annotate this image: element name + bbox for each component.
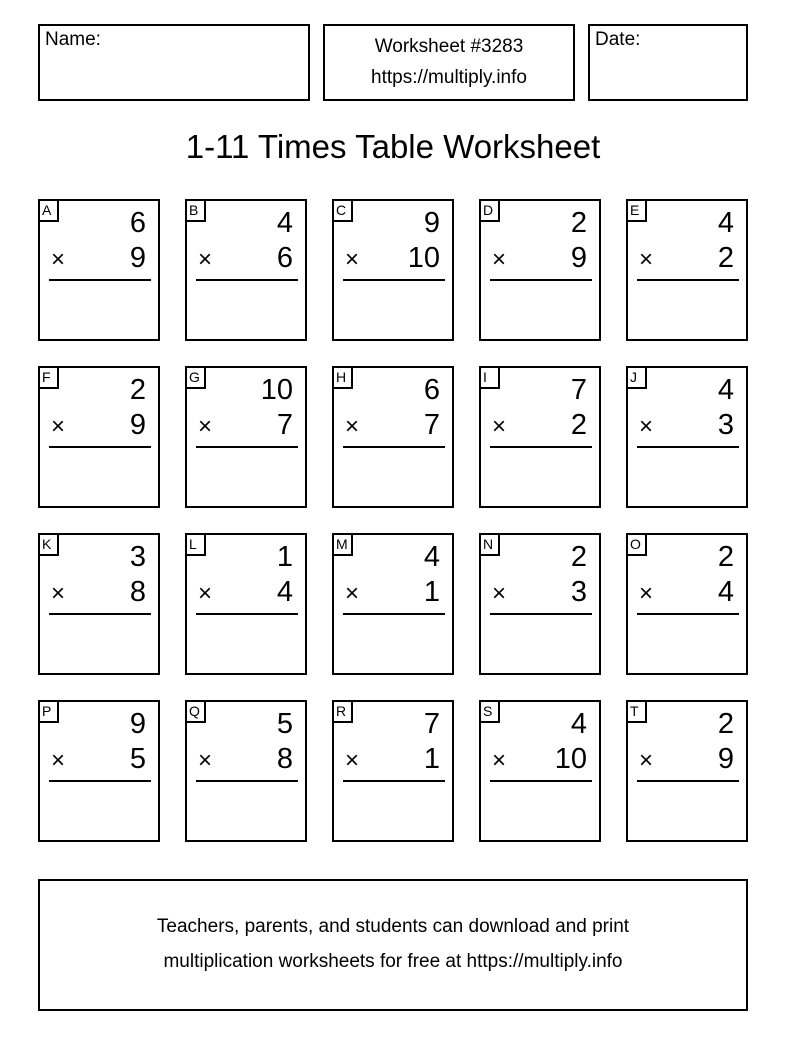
multiply-sign-icon: × xyxy=(492,747,507,774)
date-label: Date: xyxy=(595,29,641,50)
multiplier: 4 xyxy=(276,576,293,608)
answer-line xyxy=(49,613,151,615)
answer-line xyxy=(343,446,445,448)
problem-letter: J xyxy=(628,368,647,389)
multiplicand: 10 xyxy=(260,374,293,406)
multiplicand: 1 xyxy=(276,541,293,573)
multiply-sign-icon: × xyxy=(492,246,507,273)
footer-box xyxy=(38,879,748,1011)
multiplier: 8 xyxy=(129,576,146,608)
problem-box-s xyxy=(479,700,601,842)
problem-box-e xyxy=(626,199,748,341)
worksheet-info-box xyxy=(323,24,575,101)
multiplicand: 4 xyxy=(276,207,293,239)
multiplier: 3 xyxy=(717,409,734,441)
multiplier: 6 xyxy=(276,242,293,274)
problem-box-a xyxy=(38,199,160,341)
problem-letter: G xyxy=(187,368,206,389)
multiplicand: 2 xyxy=(129,374,146,406)
problem-letter: E xyxy=(628,201,647,222)
multiplier: 8 xyxy=(276,743,293,775)
answer-line xyxy=(49,780,151,782)
problem-letter: B xyxy=(187,201,206,222)
multiplicand: 2 xyxy=(570,207,587,239)
multiply-sign-icon: × xyxy=(639,246,654,273)
page-title: 1-11 Times Table Worksheet xyxy=(185,128,601,165)
answer-line xyxy=(637,279,739,281)
worksheet-number: Worksheet #3283 xyxy=(374,36,524,57)
problem-box-d xyxy=(479,199,601,341)
multiplier: 7 xyxy=(276,409,293,441)
problem-letter: C xyxy=(334,201,353,222)
answer-line xyxy=(490,446,592,448)
multiplicand: 7 xyxy=(570,374,587,406)
answer-line xyxy=(490,613,592,615)
problem-letter: A xyxy=(40,201,59,222)
worksheet-url: https://multiply.info xyxy=(371,67,527,88)
multiplier: 3 xyxy=(570,576,587,608)
multiplicand: 9 xyxy=(423,207,440,239)
answer-line xyxy=(196,279,298,281)
multiply-sign-icon: × xyxy=(51,580,66,607)
answer-line xyxy=(49,446,151,448)
multiply-sign-icon: × xyxy=(345,246,360,273)
multiplier: 10 xyxy=(407,242,440,274)
date-field-box[interactable] xyxy=(588,24,748,101)
multiplier: 1 xyxy=(423,743,440,775)
multiplicand: 6 xyxy=(129,207,146,239)
answer-line xyxy=(343,613,445,615)
name-label: Name: xyxy=(45,29,101,50)
multiplicand: 2 xyxy=(570,541,587,573)
multiply-sign-icon: × xyxy=(492,580,507,607)
footer-line-2: multiplication worksheets for free at https://multiply.info xyxy=(163,951,623,972)
multiplier: 2 xyxy=(717,242,734,274)
answer-line xyxy=(343,279,445,281)
multiplicand: 7 xyxy=(423,708,440,740)
problem-box-t xyxy=(626,700,748,842)
answer-line xyxy=(637,613,739,615)
problem-letter: F xyxy=(40,368,59,389)
problem-box-b xyxy=(185,199,307,341)
multiplier: 4 xyxy=(717,576,734,608)
multiply-sign-icon: × xyxy=(51,747,66,774)
multiplicand: 4 xyxy=(717,374,734,406)
problem-box-f xyxy=(38,366,160,508)
multiply-sign-icon: × xyxy=(51,246,66,273)
problem-letter: T xyxy=(628,702,647,723)
problem-letter: M xyxy=(334,535,353,556)
multiply-sign-icon: × xyxy=(51,413,66,440)
problem-letter: Q xyxy=(187,702,206,723)
problem-box-j xyxy=(626,366,748,508)
problem-box-c xyxy=(332,199,454,341)
multiplier: 9 xyxy=(717,743,734,775)
multiply-sign-icon: × xyxy=(639,747,654,774)
problem-letter: D xyxy=(481,201,500,222)
answer-line xyxy=(490,279,592,281)
answer-line xyxy=(196,613,298,615)
multiplier: 7 xyxy=(423,409,440,441)
answer-line xyxy=(196,446,298,448)
problem-box-p xyxy=(38,700,160,842)
answer-line xyxy=(637,780,739,782)
multiply-sign-icon: × xyxy=(639,580,654,607)
multiplicand: 6 xyxy=(423,374,440,406)
answer-line xyxy=(490,780,592,782)
problem-letter: L xyxy=(187,535,206,556)
problem-box-g xyxy=(185,366,307,508)
problem-letter: N xyxy=(481,535,500,556)
multiply-sign-icon: × xyxy=(198,580,213,607)
problem-box-o xyxy=(626,533,748,675)
problem-box-q xyxy=(185,700,307,842)
multiplicand: 4 xyxy=(717,207,734,239)
multiplicand: 4 xyxy=(570,708,587,740)
multiplier: 5 xyxy=(129,743,146,775)
multiply-sign-icon: × xyxy=(639,413,654,440)
problem-box-k xyxy=(38,533,160,675)
multiply-sign-icon: × xyxy=(198,246,213,273)
multiplier: 9 xyxy=(129,409,146,441)
problem-letter: K xyxy=(40,535,59,556)
problem-box-n xyxy=(479,533,601,675)
multiplicand: 2 xyxy=(717,708,734,740)
multiplicand: 3 xyxy=(129,541,146,573)
answer-line xyxy=(49,279,151,281)
multiply-sign-icon: × xyxy=(492,413,507,440)
problem-letter: H xyxy=(334,368,353,389)
multiplier: 9 xyxy=(570,242,587,274)
multiplier: 1 xyxy=(423,576,440,608)
multiply-sign-icon: × xyxy=(198,413,213,440)
multiplicand: 4 xyxy=(423,541,440,573)
problem-letter: S xyxy=(481,702,500,723)
multiplicand: 2 xyxy=(717,541,734,573)
name-field-box[interactable] xyxy=(38,24,310,101)
problem-letter: O xyxy=(628,535,647,556)
footer-line-1: Teachers, parents, and students can download and print xyxy=(156,916,630,937)
multiplicand: 9 xyxy=(129,708,146,740)
multiplicand: 5 xyxy=(276,708,293,740)
problem-box-i xyxy=(479,366,601,508)
multiply-sign-icon: × xyxy=(345,747,360,774)
multiplier: 10 xyxy=(554,743,587,775)
problem-letter: R xyxy=(334,702,353,723)
problem-letter: I xyxy=(481,368,500,389)
problem-box-m xyxy=(332,533,454,675)
problem-box-l xyxy=(185,533,307,675)
multiplier: 2 xyxy=(570,409,587,441)
answer-line xyxy=(196,780,298,782)
problem-letter: P xyxy=(40,702,59,723)
multiply-sign-icon: × xyxy=(198,747,213,774)
problem-box-h xyxy=(332,366,454,508)
multiply-sign-icon: × xyxy=(345,580,360,607)
answer-line xyxy=(343,780,445,782)
answer-line xyxy=(637,446,739,448)
problem-box-r xyxy=(332,700,454,842)
multiplier: 9 xyxy=(129,242,146,274)
multiply-sign-icon: × xyxy=(345,413,360,440)
